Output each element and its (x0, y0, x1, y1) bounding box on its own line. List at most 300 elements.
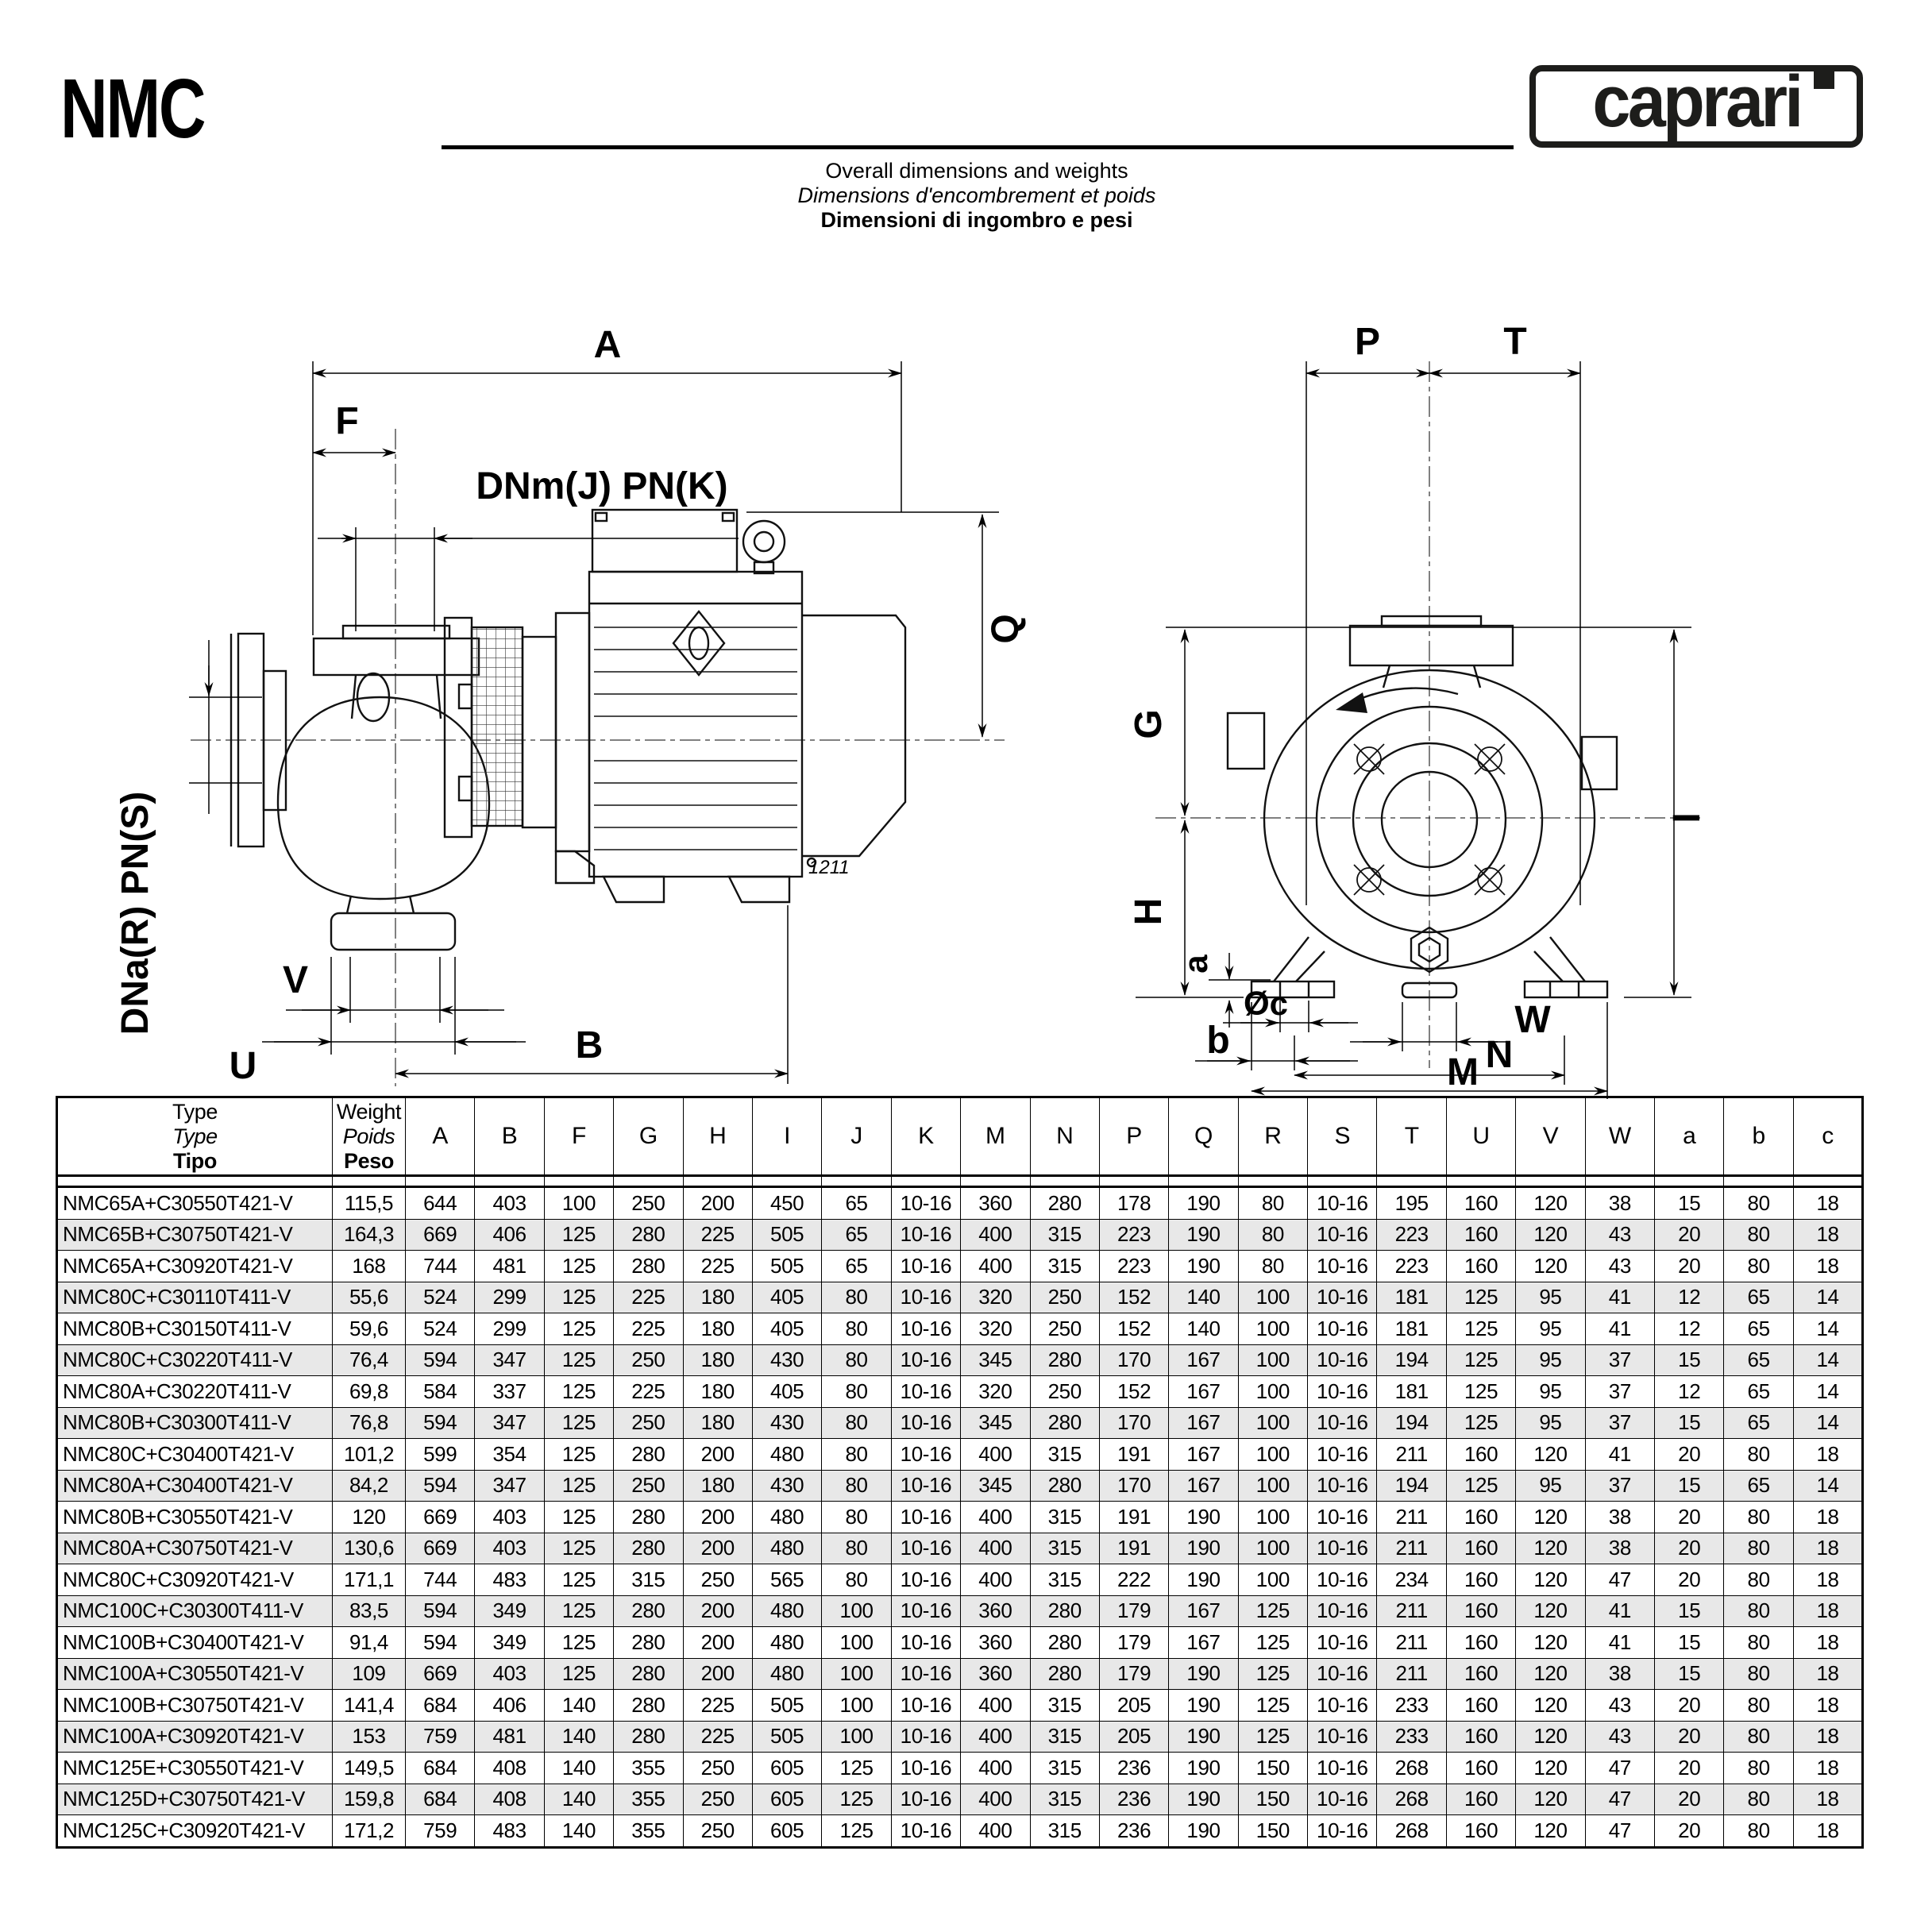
dim-cell-a: 15 (1655, 1470, 1724, 1502)
separator-cell (1516, 1176, 1585, 1187)
table-row (57, 1690, 1863, 1722)
dim-cell-V: 120 (1516, 1595, 1585, 1627)
dim-cell-V: 95 (1516, 1407, 1585, 1439)
dim-cell-G: 315 (614, 1564, 683, 1596)
dim-cell-A: 669 (406, 1533, 475, 1564)
dim-cell-S: 10-16 (1308, 1753, 1377, 1784)
dim-cell-P: 223 (1099, 1251, 1168, 1282)
dim-cell-G: 280 (614, 1502, 683, 1533)
dim-cell-I: 480 (752, 1595, 821, 1627)
dim-cell-J: 100 (822, 1658, 891, 1690)
dim-cell-F: 125 (544, 1344, 613, 1376)
dim-cell-Q: 167 (1169, 1470, 1238, 1502)
dim-cell-G: 280 (614, 1251, 683, 1282)
dim-cell-T: 194 (1377, 1407, 1446, 1439)
dim-cell-Q: 140 (1169, 1313, 1238, 1345)
dim-cell-S: 10-16 (1308, 1502, 1377, 1533)
dim-cell-Q: 190 (1169, 1187, 1238, 1220)
dim-cell-N: 315 (1030, 1815, 1099, 1848)
dim-cell-K: 10-16 (891, 1627, 960, 1659)
dim-cell-M: 320 (961, 1376, 1030, 1408)
dim-cell-H: 180 (683, 1407, 752, 1439)
dim-cell-B: 408 (475, 1753, 544, 1784)
pump-type-cell: NMC100B+C30750T421-V (57, 1690, 333, 1722)
col-header-weight-it: Peso (344, 1148, 394, 1173)
col-header-M: M (961, 1097, 1030, 1176)
col-header-I: I (752, 1097, 821, 1176)
dim-cell-M: 400 (961, 1784, 1030, 1815)
dim-cell-b: 80 (1724, 1721, 1793, 1753)
col-header-b: b (1724, 1097, 1793, 1176)
table-row (57, 1219, 1863, 1251)
dim-cell-a: 15 (1655, 1595, 1724, 1627)
dim-cell-K: 10-16 (891, 1753, 960, 1784)
dim-cell-Q: 190 (1169, 1721, 1238, 1753)
dim-cell-J: 80 (822, 1407, 891, 1439)
dim-cell-I: 430 (752, 1470, 821, 1502)
dim-label-M: M (1447, 1051, 1479, 1093)
dim-cell-B: 347 (475, 1344, 544, 1376)
subtitle-en: Overall dimensions and weights (825, 159, 1128, 183)
dim-cell-T: 268 (1377, 1753, 1446, 1784)
dim-label-Oc: Øc (1243, 985, 1289, 1022)
pump-type-cell: NMC80B+C30150T411-V (57, 1313, 333, 1345)
pump-type-cell: NMC65A+C30920T421-V (57, 1251, 333, 1282)
table-row (57, 1376, 1863, 1408)
dim-cell-J: 125 (822, 1815, 891, 1848)
dim-cell-P: 179 (1099, 1595, 1168, 1627)
dim-cell-M: 400 (961, 1502, 1030, 1533)
dim-cell-K: 10-16 (891, 1815, 960, 1848)
col-header-B: B (475, 1097, 544, 1176)
separator-cell (475, 1176, 544, 1187)
weight-cell: 109 (333, 1658, 406, 1690)
dim-cell-T: 211 (1377, 1627, 1446, 1659)
dim-cell-T: 268 (1377, 1784, 1446, 1815)
weight-cell: 171,2 (333, 1815, 406, 1848)
subtitle-it: Dimensioni di ingombro e pesi (820, 208, 1133, 232)
separator-cell (1377, 1176, 1446, 1187)
dim-cell-I: 480 (752, 1533, 821, 1564)
dim-cell-M: 360 (961, 1595, 1030, 1627)
dim-cell-c: 14 (1793, 1282, 1862, 1313)
dim-cell-A: 594 (406, 1627, 475, 1659)
weight-cell: 69,8 (333, 1376, 406, 1408)
dim-cell-T: 234 (1377, 1564, 1446, 1596)
dim-label-b: b (1206, 1020, 1230, 1062)
dim-cell-N: 280 (1030, 1187, 1099, 1220)
dim-cell-Q: 140 (1169, 1282, 1238, 1313)
separator-cell (1238, 1176, 1307, 1187)
table-row (57, 1470, 1863, 1502)
dim-cell-J: 80 (822, 1502, 891, 1533)
dim-cell-K: 10-16 (891, 1439, 960, 1471)
pump-type-cell: NMC80C+C30920T421-V (57, 1564, 333, 1596)
dim-cell-G: 280 (614, 1595, 683, 1627)
dim-cell-G: 250 (614, 1470, 683, 1502)
col-header-type-it: Tipo (173, 1148, 217, 1173)
dim-cell-G: 225 (614, 1313, 683, 1345)
dim-cell-M: 360 (961, 1627, 1030, 1659)
dim-cell-P: 223 (1099, 1219, 1168, 1251)
dim-cell-G: 250 (614, 1407, 683, 1439)
dim-cell-Q: 190 (1169, 1219, 1238, 1251)
dim-cell-c: 18 (1793, 1784, 1862, 1815)
weight-cell: 149,5 (333, 1753, 406, 1784)
dim-cell-I: 605 (752, 1815, 821, 1848)
dim-cell-R: 150 (1238, 1784, 1307, 1815)
dim-cell-Q: 167 (1169, 1407, 1238, 1439)
dim-cell-J: 80 (822, 1344, 891, 1376)
dim-cell-K: 10-16 (891, 1282, 960, 1313)
dim-cell-G: 280 (614, 1690, 683, 1722)
dim-cell-J: 100 (822, 1595, 891, 1627)
dim-cell-J: 80 (822, 1439, 891, 1471)
dim-cell-S: 10-16 (1308, 1721, 1377, 1753)
dim-cell-H: 200 (683, 1439, 752, 1471)
dim-cell-G: 355 (614, 1784, 683, 1815)
dim-cell-J: 65 (822, 1219, 891, 1251)
dim-cell-A: 599 (406, 1439, 475, 1471)
dim-cell-T: 195 (1377, 1187, 1446, 1220)
dim-cell-G: 355 (614, 1753, 683, 1784)
dim-cell-N: 250 (1030, 1313, 1099, 1345)
dim-cell-W: 41 (1585, 1439, 1654, 1471)
dim-cell-N: 315 (1030, 1690, 1099, 1722)
dim-cell-F: 125 (544, 1502, 613, 1533)
dim-cell-c: 18 (1793, 1251, 1862, 1282)
dim-cell-b: 65 (1724, 1407, 1793, 1439)
dim-cell-F: 125 (544, 1533, 613, 1564)
dim-cell-H: 200 (683, 1595, 752, 1627)
dim-cell-A: 594 (406, 1407, 475, 1439)
dim-cell-W: 38 (1585, 1187, 1654, 1220)
subtitle-fr: Dimensions d'encombrement et poids (797, 183, 1156, 207)
dim-cell-G: 225 (614, 1282, 683, 1313)
dim-cell-c: 18 (1793, 1187, 1862, 1220)
dim-cell-V: 95 (1516, 1470, 1585, 1502)
dim-cell-N: 280 (1030, 1470, 1099, 1502)
weight-cell: 84,2 (333, 1470, 406, 1502)
dim-cell-H: 180 (683, 1313, 752, 1345)
separator-cell (1724, 1176, 1793, 1187)
col-header-S: S (1308, 1097, 1377, 1176)
dim-cell-U: 160 (1446, 1187, 1515, 1220)
dim-cell-J: 65 (822, 1251, 891, 1282)
pump-type-cell: NMC100C+C30300T411-V (57, 1595, 333, 1627)
dim-cell-W: 37 (1585, 1344, 1654, 1376)
dim-cell-W: 47 (1585, 1564, 1654, 1596)
weight-cell: 130,6 (333, 1533, 406, 1564)
dim-cell-B: 403 (475, 1187, 544, 1220)
dim-cell-W: 47 (1585, 1784, 1654, 1815)
dim-cell-K: 10-16 (891, 1502, 960, 1533)
dim-label-G: G (1128, 709, 1170, 739)
dim-cell-T: 223 (1377, 1251, 1446, 1282)
dim-cell-I: 405 (752, 1282, 821, 1313)
dim-cell-a: 12 (1655, 1313, 1724, 1345)
dim-cell-N: 315 (1030, 1564, 1099, 1596)
dim-cell-Q: 167 (1169, 1439, 1238, 1471)
dim-cell-U: 160 (1446, 1439, 1515, 1471)
dim-cell-F: 125 (544, 1219, 613, 1251)
dim-cell-I: 450 (752, 1187, 821, 1220)
dim-cell-V: 120 (1516, 1690, 1585, 1722)
dim-cell-R: 100 (1238, 1344, 1307, 1376)
separator-cell (683, 1176, 752, 1187)
dim-cell-c: 18 (1793, 1533, 1862, 1564)
dim-label-W: W (1514, 999, 1551, 1041)
dim-cell-T: 233 (1377, 1690, 1446, 1722)
dim-cell-M: 360 (961, 1187, 1030, 1220)
page-title: NMC (60, 62, 205, 156)
drawing-note-1211: 1211 (808, 857, 850, 878)
weight-cell: 115,5 (333, 1187, 406, 1220)
pump-type-cell: NMC100B+C30400T421-V (57, 1627, 333, 1659)
dim-cell-W: 37 (1585, 1470, 1654, 1502)
col-header-weight-fr: Poids (342, 1124, 395, 1148)
dim-cell-J: 100 (822, 1721, 891, 1753)
dim-cell-c: 18 (1793, 1564, 1862, 1596)
dim-cell-V: 120 (1516, 1533, 1585, 1564)
dim-cell-S: 10-16 (1308, 1251, 1377, 1282)
dim-cell-c: 18 (1793, 1502, 1862, 1533)
dim-cell-P: 170 (1099, 1407, 1168, 1439)
dim-cell-Q: 167 (1169, 1595, 1238, 1627)
dim-cell-Q: 190 (1169, 1753, 1238, 1784)
dim-cell-B: 481 (475, 1251, 544, 1282)
col-header-U: U (1446, 1097, 1515, 1176)
dim-cell-c: 18 (1793, 1219, 1862, 1251)
dim-cell-c: 14 (1793, 1376, 1862, 1408)
weight-cell: 76,4 (333, 1344, 406, 1376)
pump-type-cell: NMC80B+C30550T421-V (57, 1502, 333, 1533)
col-header-T: T (1377, 1097, 1446, 1176)
dim-cell-I: 505 (752, 1690, 821, 1722)
weight-cell: 76,8 (333, 1407, 406, 1439)
dim-cell-H: 200 (683, 1187, 752, 1220)
dim-cell-I: 430 (752, 1344, 821, 1376)
table-row (57, 1595, 1863, 1627)
pump-type-cell: NMC80C+C30110T411-V (57, 1282, 333, 1313)
dim-cell-b: 65 (1724, 1470, 1793, 1502)
dim-cell-A: 744 (406, 1564, 475, 1596)
dim-cell-T: 181 (1377, 1313, 1446, 1345)
dim-cell-a: 15 (1655, 1344, 1724, 1376)
dim-cell-A: 594 (406, 1344, 475, 1376)
dim-cell-K: 10-16 (891, 1595, 960, 1627)
separator-cell (1655, 1176, 1724, 1187)
dim-cell-A: 524 (406, 1282, 475, 1313)
dim-cell-H: 180 (683, 1344, 752, 1376)
dim-cell-P: 179 (1099, 1658, 1168, 1690)
dim-cell-H: 180 (683, 1376, 752, 1408)
dim-cell-N: 250 (1030, 1376, 1099, 1408)
weight-cell: 164,3 (333, 1219, 406, 1251)
dim-cell-B: 403 (475, 1502, 544, 1533)
dim-cell-c: 14 (1793, 1344, 1862, 1376)
dim-cell-G: 280 (614, 1219, 683, 1251)
title-rule (442, 145, 1514, 149)
table-row (57, 1721, 1863, 1753)
col-header-N: N (1030, 1097, 1099, 1176)
separator-cell (544, 1176, 613, 1187)
table-row (57, 1753, 1863, 1784)
dim-cell-U: 160 (1446, 1690, 1515, 1722)
weight-cell: 91,4 (333, 1627, 406, 1659)
dim-cell-A: 759 (406, 1815, 475, 1848)
dim-cell-S: 10-16 (1308, 1595, 1377, 1627)
table-row (57, 1439, 1863, 1471)
dim-cell-R: 100 (1238, 1376, 1307, 1408)
dim-cell-b: 80 (1724, 1784, 1793, 1815)
table-row (57, 1533, 1863, 1564)
side-view-drawing (114, 324, 1027, 1087)
dim-cell-S: 10-16 (1308, 1658, 1377, 1690)
dim-cell-b: 80 (1724, 1690, 1793, 1722)
dim-cell-I: 480 (752, 1439, 821, 1471)
dim-cell-a: 20 (1655, 1219, 1724, 1251)
dim-cell-F: 125 (544, 1658, 613, 1690)
col-header-type (57, 1097, 333, 1176)
dim-cell-T: 181 (1377, 1376, 1446, 1408)
dim-cell-B: 349 (475, 1627, 544, 1659)
dim-cell-I: 405 (752, 1313, 821, 1345)
dim-cell-F: 140 (544, 1753, 613, 1784)
dim-cell-U: 125 (1446, 1313, 1515, 1345)
dim-cell-a: 20 (1655, 1251, 1724, 1282)
pump-type-cell: NMC80A+C30400T421-V (57, 1470, 333, 1502)
dim-cell-c: 14 (1793, 1470, 1862, 1502)
dim-cell-F: 125 (544, 1470, 613, 1502)
dim-cell-J: 100 (822, 1690, 891, 1722)
dim-cell-B: 337 (475, 1376, 544, 1408)
dim-cell-A: 669 (406, 1219, 475, 1251)
pump-type-cell: NMC80B+C30300T411-V (57, 1407, 333, 1439)
table-row (57, 1564, 1863, 1596)
dim-cell-S: 10-16 (1308, 1282, 1377, 1313)
dim-cell-P: 236 (1099, 1815, 1168, 1848)
dim-cell-N: 250 (1030, 1282, 1099, 1313)
caprari-logo (1529, 61, 1863, 148)
dim-cell-J: 125 (822, 1784, 891, 1815)
dim-cell-S: 10-16 (1308, 1533, 1377, 1564)
dim-cell-A: 669 (406, 1658, 475, 1690)
dim-label-Q: Q (985, 614, 1027, 644)
dim-cell-a: 15 (1655, 1658, 1724, 1690)
dim-cell-U: 160 (1446, 1564, 1515, 1596)
dim-cell-A: 684 (406, 1784, 475, 1815)
dim-cell-M: 400 (961, 1564, 1030, 1596)
dim-cell-G: 280 (614, 1721, 683, 1753)
dim-cell-K: 10-16 (891, 1721, 960, 1753)
dim-cell-H: 225 (683, 1721, 752, 1753)
dim-label-I: I (1666, 812, 1708, 823)
dim-cell-K: 10-16 (891, 1187, 960, 1220)
table-row (57, 1658, 1863, 1690)
dim-cell-A: 744 (406, 1251, 475, 1282)
dim-cell-S: 10-16 (1308, 1470, 1377, 1502)
dim-cell-Q: 167 (1169, 1344, 1238, 1376)
dim-cell-P: 152 (1099, 1313, 1168, 1345)
dim-cell-b: 80 (1724, 1187, 1793, 1220)
col-header-c: c (1793, 1097, 1862, 1176)
dim-cell-R: 100 (1238, 1407, 1307, 1439)
dim-cell-B: 347 (475, 1407, 544, 1439)
dim-cell-F: 140 (544, 1815, 613, 1848)
dim-cell-N: 315 (1030, 1439, 1099, 1471)
dim-cell-U: 160 (1446, 1784, 1515, 1815)
dim-cell-P: 152 (1099, 1282, 1168, 1313)
dim-cell-W: 41 (1585, 1313, 1654, 1345)
dim-cell-b: 80 (1724, 1753, 1793, 1784)
dim-cell-c: 14 (1793, 1407, 1862, 1439)
logo-wordmark: caprari (1591, 61, 1801, 142)
dim-cell-T: 233 (1377, 1721, 1446, 1753)
dim-cell-H: 250 (683, 1815, 752, 1848)
pump-type-cell: NMC80C+C30220T411-V (57, 1344, 333, 1376)
dim-cell-a: 15 (1655, 1407, 1724, 1439)
dim-label-A: A (593, 324, 622, 366)
dim-cell-R: 100 (1238, 1439, 1307, 1471)
table-row (57, 1251, 1863, 1282)
dim-cell-J: 80 (822, 1282, 891, 1313)
dim-cell-U: 160 (1446, 1595, 1515, 1627)
dim-cell-N: 280 (1030, 1344, 1099, 1376)
dim-cell-Q: 190 (1169, 1533, 1238, 1564)
separator-cell (752, 1176, 821, 1187)
dim-cell-I: 605 (752, 1784, 821, 1815)
dim-cell-K: 10-16 (891, 1344, 960, 1376)
col-header-F: F (544, 1097, 613, 1176)
dim-cell-b: 80 (1724, 1502, 1793, 1533)
pump-type-cell: NMC100A+C30550T421-V (57, 1658, 333, 1690)
dim-cell-a: 20 (1655, 1784, 1724, 1815)
dim-cell-R: 125 (1238, 1690, 1307, 1722)
dim-cell-H: 250 (683, 1753, 752, 1784)
dim-cell-K: 10-16 (891, 1784, 960, 1815)
dim-cell-K: 10-16 (891, 1251, 960, 1282)
col-header-K: K (891, 1097, 960, 1176)
dim-cell-U: 160 (1446, 1533, 1515, 1564)
dim-cell-a: 20 (1655, 1533, 1724, 1564)
dim-cell-J: 80 (822, 1564, 891, 1596)
dim-cell-W: 41 (1585, 1282, 1654, 1313)
dim-label-B: B (575, 1024, 604, 1066)
dim-cell-F: 125 (544, 1282, 613, 1313)
dim-cell-I: 565 (752, 1564, 821, 1596)
weight-cell: 59,6 (333, 1313, 406, 1345)
dim-cell-U: 125 (1446, 1282, 1515, 1313)
pump-type-cell: NMC100A+C30920T421-V (57, 1721, 333, 1753)
dim-cell-W: 38 (1585, 1658, 1654, 1690)
table-row (57, 1627, 1863, 1659)
dim-cell-B: 354 (475, 1439, 544, 1471)
dim-cell-I: 480 (752, 1627, 821, 1659)
col-header-R: R (1238, 1097, 1307, 1176)
dim-cell-B: 481 (475, 1721, 544, 1753)
dim-cell-N: 280 (1030, 1407, 1099, 1439)
dim-cell-P: 191 (1099, 1533, 1168, 1564)
dim-cell-W: 41 (1585, 1595, 1654, 1627)
dim-cell-H: 180 (683, 1470, 752, 1502)
dim-cell-a: 20 (1655, 1721, 1724, 1753)
dim-cell-A: 524 (406, 1313, 475, 1345)
dim-cell-N: 280 (1030, 1627, 1099, 1659)
dim-cell-T: 211 (1377, 1439, 1446, 1471)
dim-cell-N: 280 (1030, 1595, 1099, 1627)
dim-cell-M: 400 (961, 1753, 1030, 1784)
